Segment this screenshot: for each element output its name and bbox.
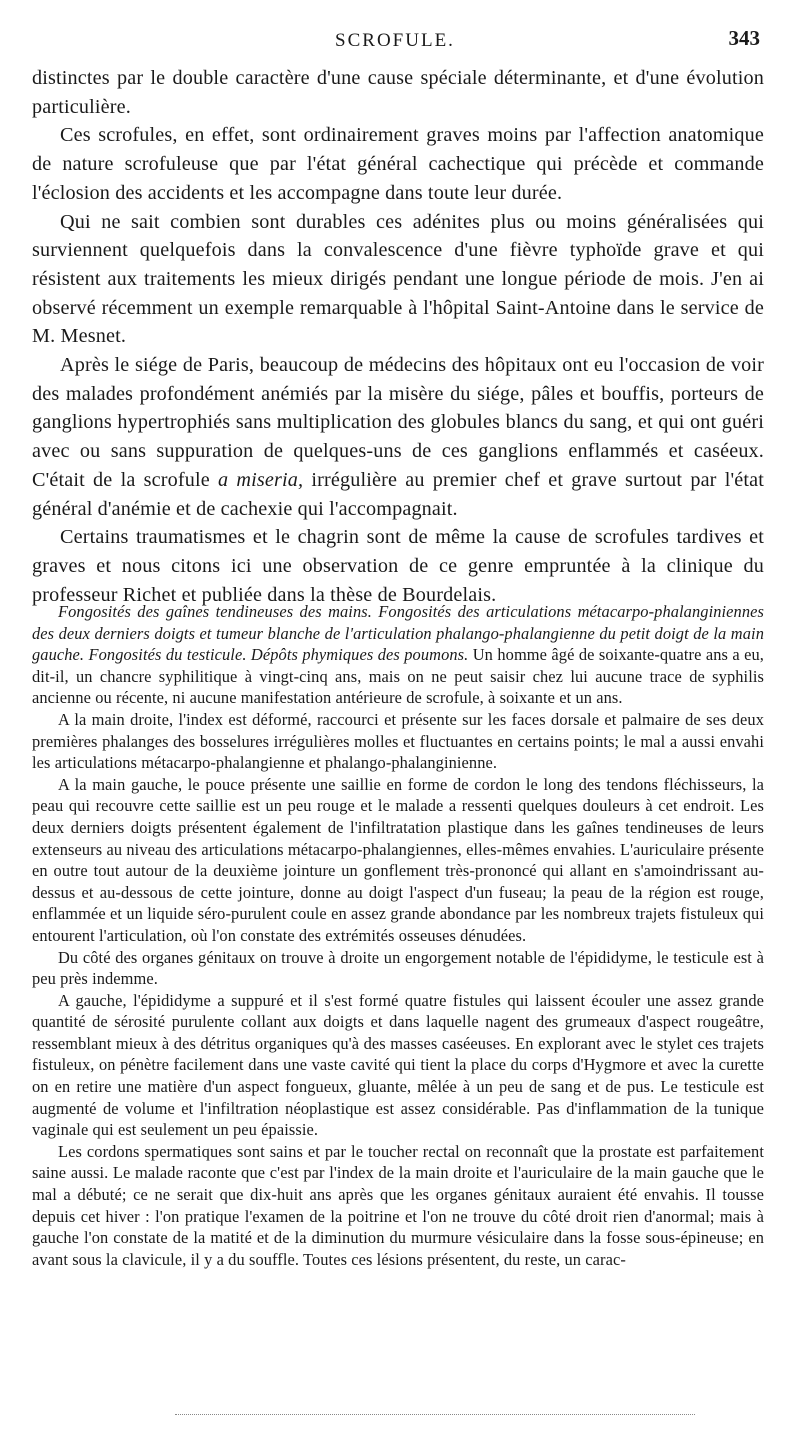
paragraph: Certains traumatismes et le chagrin sont de même la cause de scrofules tardives et graves et nous citons ici une observation de ce genre empruntée à la clinique du professeur Richet et publiée dans la thèse de Bourdelais. <box>32 526 764 606</box>
observation-paragraph <box>32 601 764 709</box>
latin-phrase: a miseria, <box>218 468 304 491</box>
observation-section <box>32 601 764 1270</box>
observation-text: Un homme âgé de soixante-quatre ans a eu, dit-il, un chancre syphilitique à vingt-cinq ans, mais on ne peut saisir chez lui aucune trace de syphilis ancienne ou récente, ni aucune manifestation antérieure de scrofule, à soixante et un ans. <box>32 645 764 708</box>
paragraph-text: irrégulière au premier chef et grave surtout par l'état général d'anémie et de cachexie qui l'accompagnait. <box>32 468 764 520</box>
paragraph-text: Après le siége de Paris, beaucoup de médecins des hôpitaux ont eu l'occasion de voir des malades profondément anémiés par la misère du siége, pâles et bouffis, porteurs de ganglions hypertrophiés sans multiplication des globules blancs du sang, et qui ont guéri avec ou sans suppuration de quelques-uns de ces ganglions enflammés et caséeux. C'était de la scrofule <box>32 354 764 491</box>
page-number: 343 <box>728 26 760 50</box>
paragraph: distinctes par le double caractère d'une cause spéciale déterminante, et d'une évolution particulière. <box>32 67 764 118</box>
paragraph: Ces scrofules, en effet, sont ordinairement graves moins par l'affection anatomique de nature scrofuleuse que par l'état général cachectique qui précède et commande l'éclosion des accidents et les accompagne dans toute leur durée. <box>32 124 764 204</box>
observation-paragraph: A gauche, l'épididyme a suppuré et il s'est formé quatre fistules qui laissent écouler une assez grande quantité de sérosité purulente collant aux doigts et dans laquelle nagent des grumeaux d'aspect rougeâtre, ressemblant mieux à des détritus organiques qu'à des masses caséeuses. En explorant avec le stylet ces trajets fistuleux, on pénètre facilement dans une vaste cavité qui tient la place du corps d'Hygmore et avec la curette on en retire une matière d'un aspect fongueux, gluante, mêlée à un peu de sang et de pus. Le testicule est augmenté de volume et l'infiltration néoplastique est assez considérable. Pas d'inflammation de la tunique vaginale qui est seulement un peu épaissie. <box>32 990 764 1140</box>
main-text <box>32 64 764 609</box>
running-title: SCROFULE. <box>335 30 455 51</box>
bleed-through-artifact <box>175 1414 695 1417</box>
observation-paragraph: A la main gauche, le pouce présente une saillie en forme de cordon le long des tendons fléchisseurs, la peau qui recouvre cette saillie est un peu rouge et le malade a ressenti quelques douleurs à cet endroit. Les deux derniers doigts présentent également de l'infiltratation plastique dans les gaînes tendineuses de leurs extenseurs au niveau des articulations métacarpo-phalangiennes, elles-mêmes envahies. L'auriculaire présente en outre tout autour de la deuxième jointure un gonflement très-prononcé qui allant en s'amoindrissant au-dessus et au-dessous de cette jointure, donne au doigt l'aspect d'un fuseau; la peau de la région est rouge, enflammée et un liquide séro-purulent coule en assez grande abondance par les nombreux trajets fistuleux qui entourent l'articulation, où l'on constate des extrémités osseuses dénudées. <box>32 774 764 945</box>
observation-paragraph: Du côté des organes génitaux on trouve à droite un engorgement notable de l'épididyme, le testicule est à peu près indemme. <box>32 947 764 989</box>
observation-paragraph: A la main droite, l'index est déformé, raccourci et présente sur les faces dorsale et palmaire de ses deux premières phalanges des bosselures irrégulières molles et fluctuantes en certains points; le mal a aussi envahi les articulations métacarpo-phalangienne et phalango-phalanginienne. <box>32 709 764 773</box>
paragraph <box>32 351 764 523</box>
paragraph: Qui ne sait combien sont durables ces adénites plus ou moins généralisées qui surviennent quelquefois dans la convalescence d'une fièvre typhoïde grave et qui résistent aux traitements les mieux dirigés pendant une longue période de mois. J'en ai observé récemment un exemple remarquable à l'hôpital Saint-Antoine dans le service de M. Mesnet. <box>32 210 764 348</box>
page-header <box>30 26 760 60</box>
observation-paragraph: Les cordons spermatiques sont sains et par le toucher rectal on reconnaît que la prostate est parfaitement saine aussi. Le malade raconte que c'est par l'index de la main droite et l'auriculaire de la main gauche que le mal a débuté; ce ne serait que dix-huit ans après que les organes génitaux auraient été envahis. Il tousse depuis cet hiver : l'on pratique l'examen de la poitrine et l'on ne trouve du côté droit rien d'anormal; mais à gauche l'on constate de la matité et de la diminution du murmure vésiculaire dans la fosse sous-épineuse; en avant sous la clavicule, il y a du souffle. Toutes ces lésions présentent, du reste, un carac- <box>32 1141 764 1269</box>
observation-title: Fongosités des gaînes tendineuses des mains. Fongosités des articulations métacarpo-phalanginiennes des deux derniers doigts et tumeur blanche de l'articulation phalango-phalangienne du petit doigt de la main gauche. Fongosités du testicule. Dépôts phymiques des poumons. <box>32 602 764 665</box>
